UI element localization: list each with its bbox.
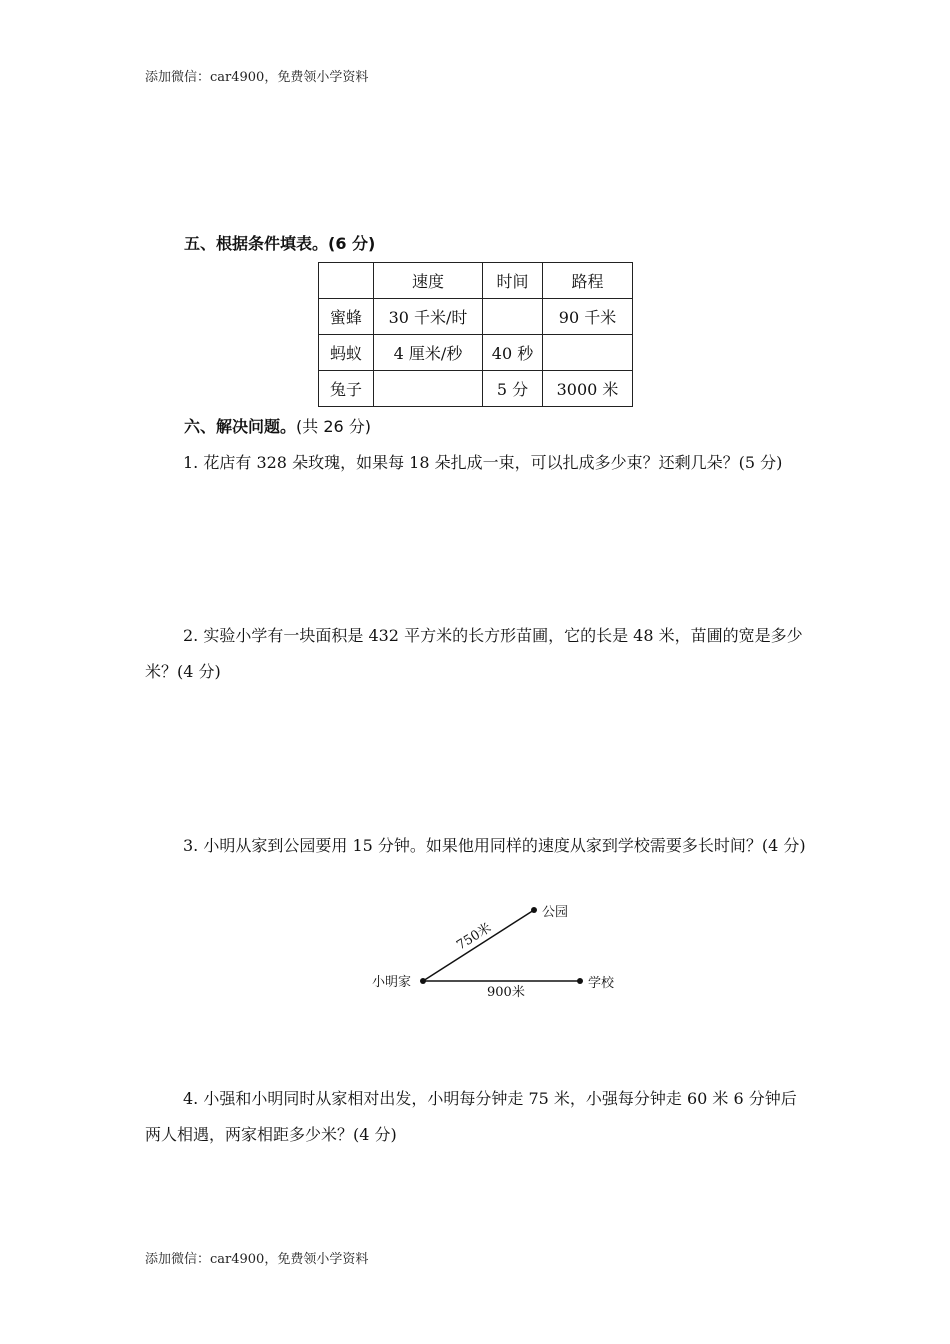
table-header-row — [319, 263, 633, 299]
school-label: 学校 — [588, 976, 615, 991]
question-3 — [145, 828, 810, 864]
table-header-cell: 时间 — [483, 263, 543, 299]
route-diagram — [360, 895, 640, 1010]
table-row — [319, 299, 633, 335]
footer-watermark: 添加微信：car4900，免费领小学资料 — [145, 1252, 369, 1267]
park-point — [531, 907, 537, 913]
header-watermark: 添加微信：car4900，免费领小学资料 — [145, 70, 369, 85]
table-cell: 30 千米/时 — [374, 299, 483, 335]
home-park-distance-label: 750米 — [454, 920, 495, 954]
section5-title: 五、根据条件填表。(6 分) — [184, 234, 376, 253]
table-row — [319, 371, 633, 407]
table-header-cell: 路程 — [543, 263, 633, 299]
home-label: 小明家 — [372, 975, 412, 990]
table-cell: 3000 米 — [543, 371, 633, 407]
table-header-cell: 速度 — [374, 263, 483, 299]
table-cell: 40 秒 — [483, 335, 543, 371]
fill-table — [318, 262, 633, 407]
question-4-text: 4. 小强和小明同时从家相对出发，小明每分钟走 75 米，小强每分钟走 60 米 6 分钟后两人相遇，两家相距多少米？(4 分) — [145, 1089, 797, 1144]
table-cell: 兔子 — [319, 371, 374, 407]
school-point — [577, 978, 583, 984]
section6-title-score: (共 26 分) — [296, 417, 372, 436]
home-park-line — [423, 910, 534, 981]
table-cell: 蜜蜂 — [319, 299, 374, 335]
section6-title — [184, 414, 371, 437]
park-label: 公园 — [542, 905, 569, 920]
table-cell — [543, 335, 633, 371]
table-cell — [483, 299, 543, 335]
table-cell: 蚂蚁 — [319, 335, 374, 371]
question-1-text: 1. 花店有 328 朵玫瑰，如果每 18 朵扎成一束，可以扎成多少束？还剩几朵？(5 分) — [183, 453, 783, 472]
table-row — [319, 335, 633, 371]
section6-title-main: 六、解决问题。 — [184, 417, 297, 436]
question-1 — [145, 445, 810, 481]
home-point — [420, 978, 426, 984]
table-header-cell — [319, 263, 374, 299]
question-2 — [145, 618, 810, 690]
table-cell: 90 千米 — [543, 299, 633, 335]
question-2-text: 2. 实验小学有一块面积是 432 平方米的长方形苗圃，它的长是 48 米，苗圃的宽是多少米？(4 分) — [145, 626, 803, 681]
question-4 — [145, 1081, 810, 1153]
table-cell: 4 厘米/秒 — [374, 335, 483, 371]
table-cell: 5 分 — [483, 371, 543, 407]
table-cell — [374, 371, 483, 407]
home-school-distance-label: 900米 — [487, 985, 525, 1000]
question-3-text: 3. 小明从家到公园要用 15 分钟。如果他用同样的速度从家到学校需要多长时间？(4 分) — [183, 836, 806, 855]
